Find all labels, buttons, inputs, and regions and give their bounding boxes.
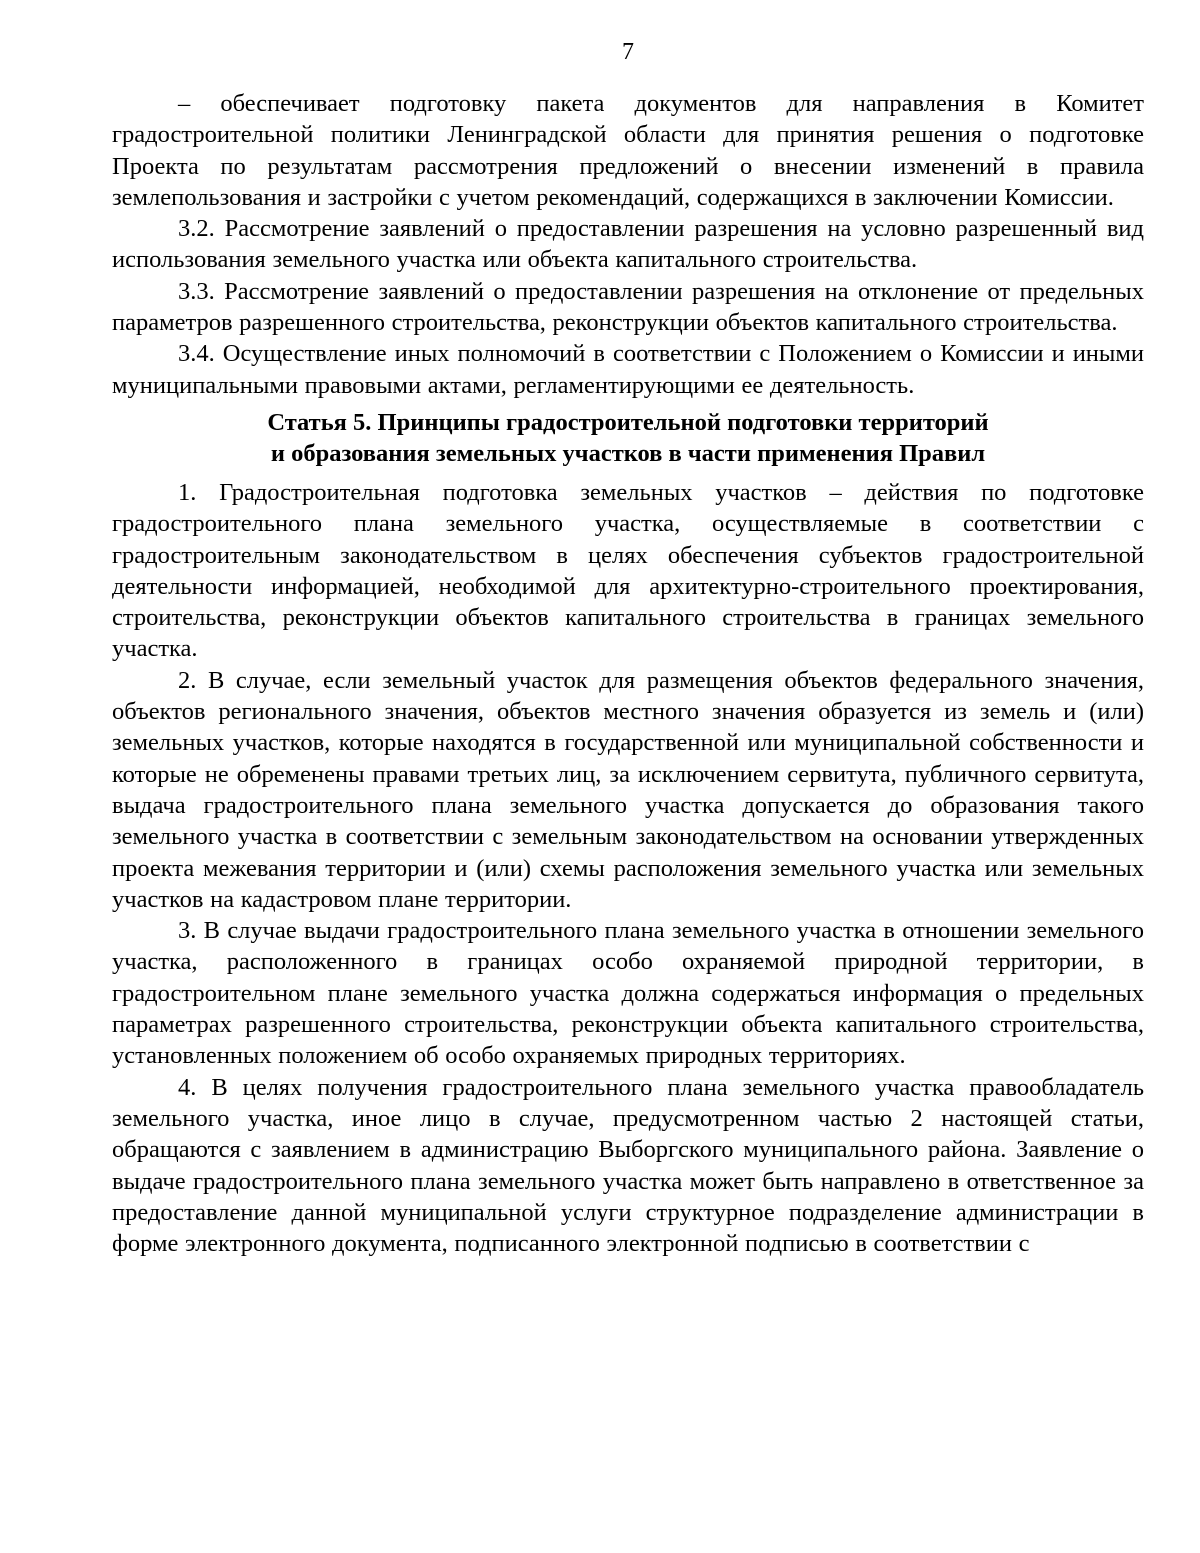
- article-paragraph-4: 4. В целях получения градостроительного плана земельного участка правообладатель земельного участка, иное лицо в случае, предусмотренном частью 2 настоящей статьи, обращаются с заявлением в администрацию Выборгского муниципального района. Заявление о выдаче градостроительного плана земельного участка может быть направлено в ответственное за предоставление данной муниципальной услуги структурное подразделение администрации в форме электронного документа, подписанного электронной подписью в соответствии с: [112, 1073, 1144, 1258]
- article-heading-line-1: Статья 5. Принципы градостроительной подготовки территорий: [267, 408, 989, 436]
- paragraph-3-2: 3.2. Рассмотрение заявлений о предоставлении разрешения на условно разрешенный вид использования земельного участка или объекта капитального строительства.: [112, 215, 1144, 274]
- document-page: [112, 36, 1144, 1259]
- article-heading-line-2: и образования земельных участков в части применения Правил: [270, 439, 986, 467]
- article-paragraph-2: 2. В случае, если земельный участок для размещения объектов федерального значения, объектов регионального значения, объектов местного значения образуется из земель и (или) земельных участков, которые находятся в государственной или муниципальной собственности и которые не обременены правами третьих лиц, за исключением сервитута, публичного сервитута, выдача градостроительного плана земельного участка допускается до образования такого земельного участка в соответствии с земельным законодательством на основании утвержденных проекта межевания территории и (или) схемы расположения земельного участка или земельных участков на кадастровом плане территории.: [112, 666, 1144, 913]
- paragraph-3-4: 3.4. Осуществление иных полномочий в соответствии с Положением о Комиссии и иными муниципальными правовыми актами, регламентирующими ее деятельность.: [112, 340, 1144, 399]
- paragraph-commission-duty: – обеспечивает подготовку пакета документов для направления в Комитет градостроительной политики Ленинградской области для принятия решения о подготовке Проекта по результатам рассмотрения предложений о внесении изменений в правила землепользования и застройки с учетом рекомендаций, содержащихся в заключении Комиссии.: [112, 90, 1144, 211]
- article-paragraph-3: 3. В случае выдачи градостроительного плана земельного участка в отношении земельного участка, расположенного в границах особо охраняемой природной территории, в градостроительном плане земельного участка должна содержаться информация о предельных параметрах разрешенного строительства, реконструкции объекта капитального строительства, установленных положением об особо охраняемых природных территориях.: [112, 917, 1144, 1070]
- paragraph-3-3: 3.3. Рассмотрение заявлений о предоставлении разрешения на отклонение от предельных параметров разрешенного строительства, реконструкции объектов капитального строительства.: [112, 277, 1144, 337]
- article-5-heading: [112, 407, 1144, 469]
- page-number: 7: [622, 39, 634, 65]
- article-paragraph-1: 1. Градостроительная подготовка земельных участков – действия по подготовке градостроительного плана земельного участка, осуществляемые в соответствии с градостроительным законодательством в целях обеспечения субъектов градостроительной деятельности информацией, необходимой для архитектурно-строительного проектирования, строительства, реконструкции объектов капитального строительства в границах земельного участка.: [112, 478, 1144, 663]
